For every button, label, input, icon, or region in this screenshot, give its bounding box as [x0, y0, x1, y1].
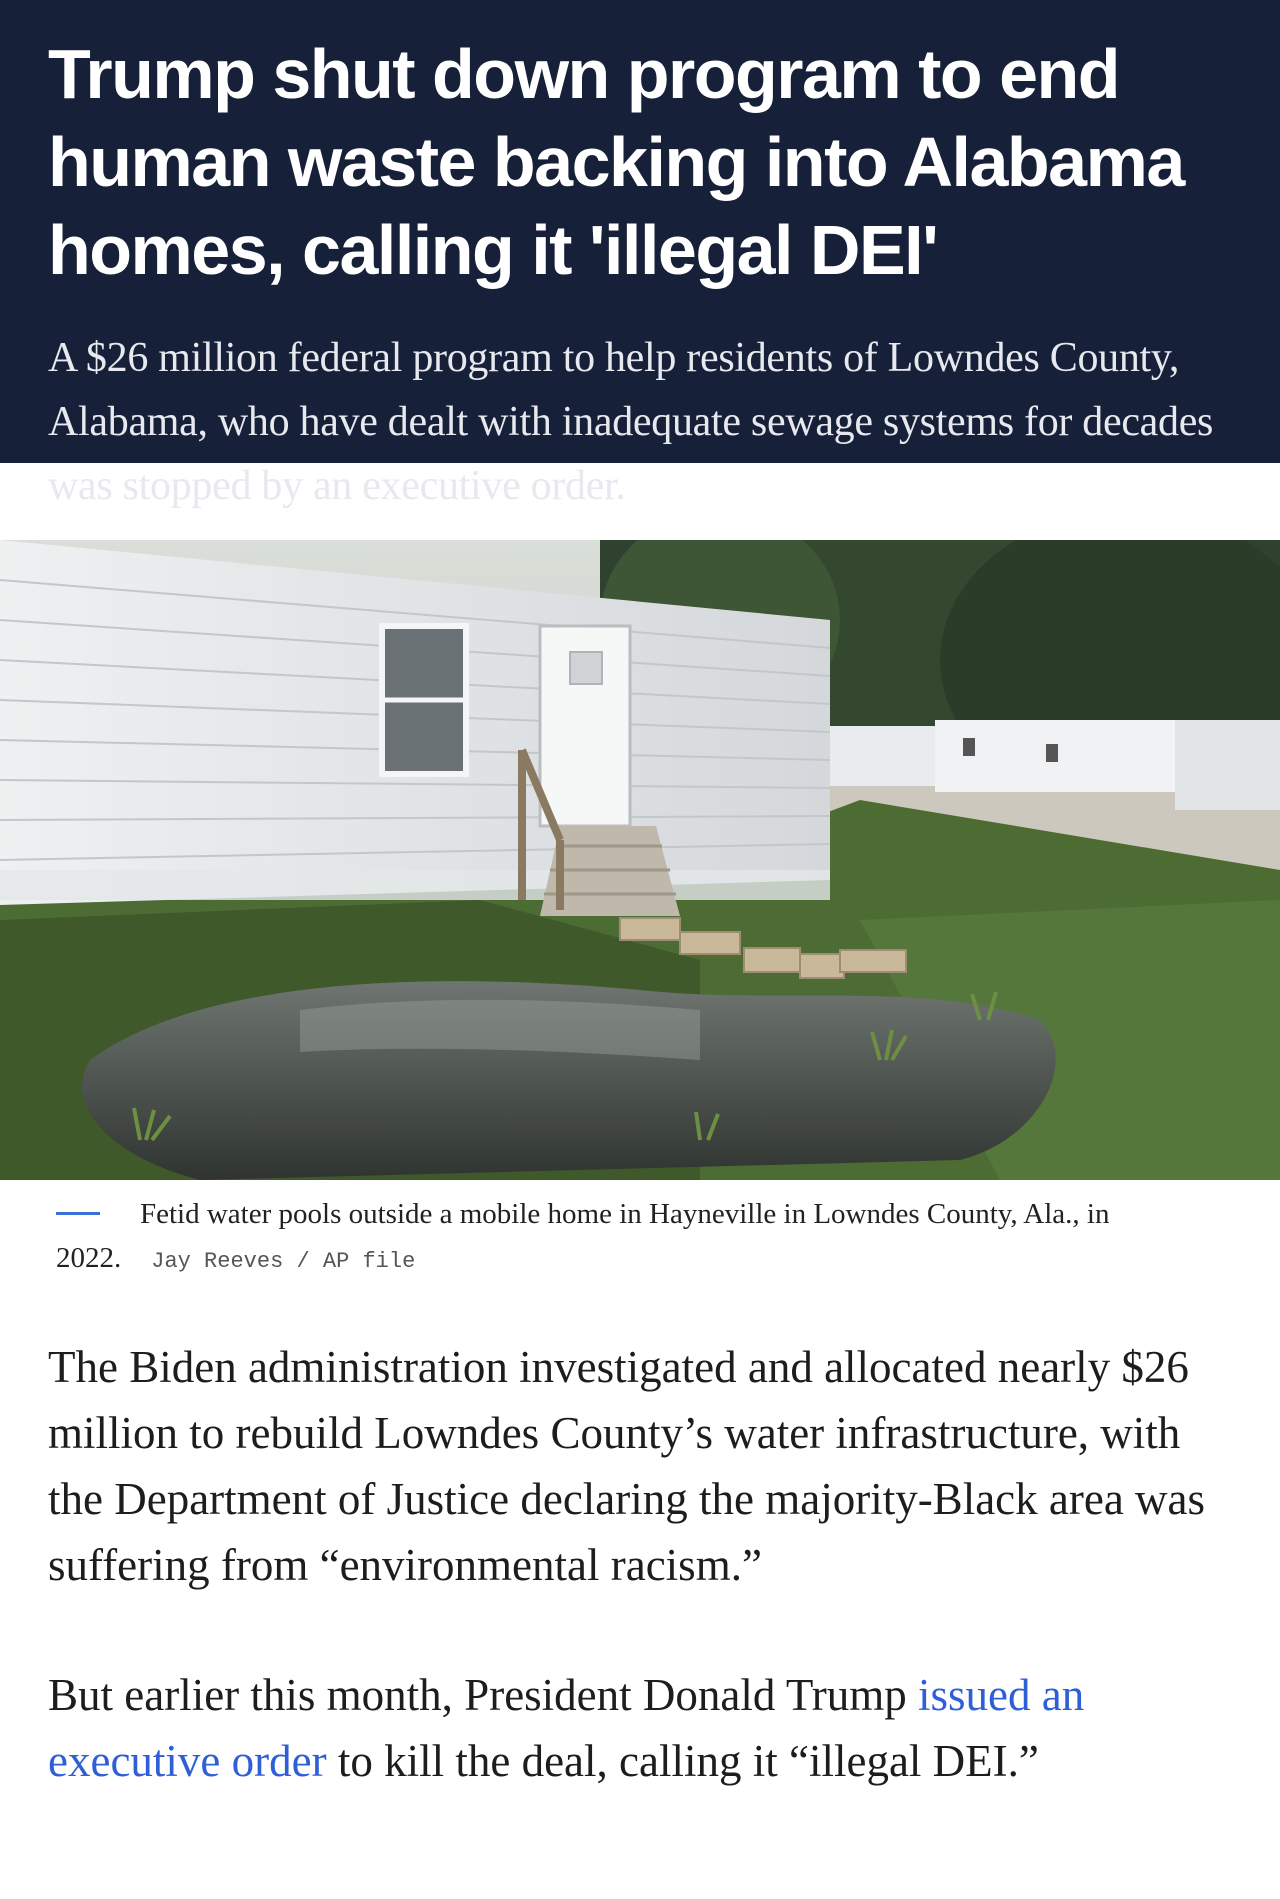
paragraph-1: The Biden administration investigated and allocated nearly $26 million to rebuild Lowndes County’s water infrastructure, with the Department of Justice declaring the majority-Black area was suffering from “environmental racism.” [48, 1342, 1206, 1590]
photo-credit: Jay Reeves / AP file [151, 1249, 416, 1274]
article-photo [0, 540, 1280, 1180]
article-body [48, 1334, 1238, 1858]
executive-order-link[interactable]: issued an executive order [48, 1670, 1085, 1786]
photo-illustration [0, 540, 1280, 1180]
caption-dash [56, 1212, 100, 1215]
paragraph-2-after: to kill the deal, calling it “illegal DEI.” [326, 1736, 1039, 1786]
article-dek: A $26 million federal program to help residents of Lowndes County, Alabama, who have dealt with inadequate sewage systems for decades was stopped by an executive order. [48, 335, 1214, 509]
paragraph-2 [48, 1662, 1238, 1794]
paragraph-2-before: But earlier this month, President Donald Trump [48, 1670, 918, 1720]
article-header [0, 0, 1280, 509]
caption-text: Fetid water pools outside a mobile home in Hayneville in Lowndes County, Ala., in 2022. [56, 1198, 1110, 1274]
photo-caption [56, 1192, 1236, 1284]
article-headline: Trump shut down program to end human waste backing into Alabama homes, calling it 'illegal DEI' [48, 35, 1184, 289]
